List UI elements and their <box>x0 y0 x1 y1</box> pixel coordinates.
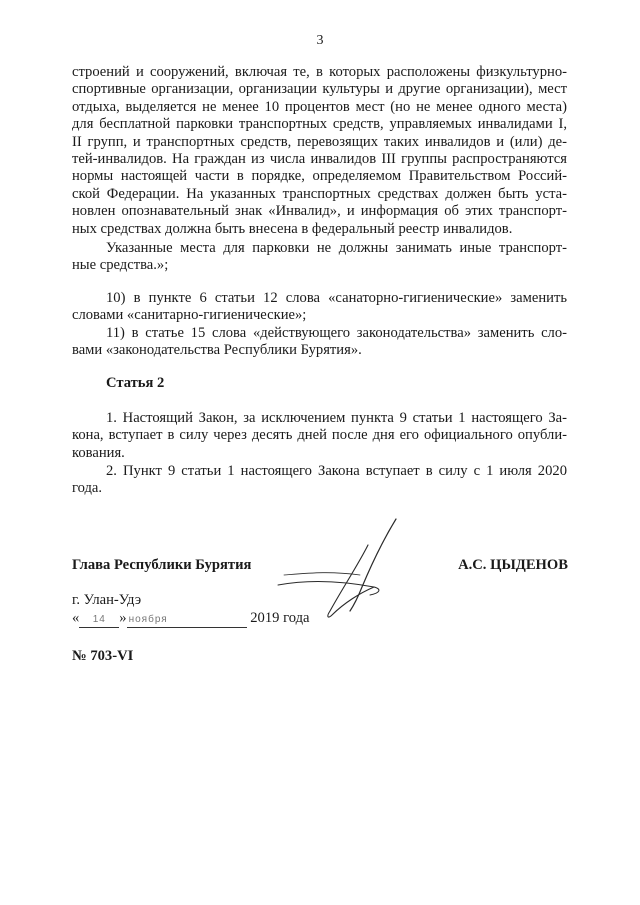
text-line: для бесплатной парковки транспортных средств, управляемых инвалидами I, <box>72 116 567 133</box>
date-year: 2019 года <box>250 610 310 626</box>
date-day: 14 <box>79 613 119 628</box>
article-heading: Статья 2 <box>106 375 165 391</box>
text-line: года. <box>72 480 103 497</box>
text-line: 11) в статье 15 слова «действующего законодательства» заменить сло- <box>106 325 567 341</box>
paragraph-parking-restriction <box>72 240 567 275</box>
text-line: отдыха, выделяется не менее 10 процентов мест (но не менее одного места) <box>72 98 567 115</box>
date-open-quote: « <box>72 610 80 626</box>
paragraph-parking <box>72 64 567 238</box>
text-line: Указанные места для парковки не должны занимать иные транспорт- <box>106 240 567 256</box>
date-month: ноября <box>127 613 247 628</box>
text-line: вами «законодательства Республики Бурятия». <box>72 342 362 359</box>
text-line: словами «санитарно-гигиенические»; <box>72 307 307 324</box>
paragraph-item-11 <box>72 325 567 360</box>
handwritten-signature-icon <box>270 515 410 625</box>
paragraph-article-2-item-2 <box>72 463 567 498</box>
signature-title: Глава Республики Бурятия <box>72 557 252 573</box>
text-line: строений и сооружений, включая те, в которых расположены физкультурно- <box>72 64 567 80</box>
text-line: кона, вступает в силу через десять дней после дня его официального опубли- <box>72 427 567 444</box>
text-line: 2. Пункт 9 статьи 1 настоящего Закона вступает в силу с 1 июля 2020 <box>106 463 567 479</box>
text-line: II групп, и транспортных средств, перевозящих таких инвалидов и (или) де- <box>72 133 567 150</box>
text-line: 10) в пункте 6 статьи 12 слова «санаторно-гигиенические» заменить <box>106 290 567 306</box>
text-line: новлен опознавательный знак «Инвалид», и информация об этих транспорт- <box>72 203 567 220</box>
paragraph-item-10 <box>72 290 567 325</box>
law-number: № 703-VI <box>72 648 134 664</box>
text-line: 1. Настоящий Закон, за исключением пункта 9 статьи 1 настоящего За- <box>106 410 567 426</box>
date-line <box>72 610 310 628</box>
text-line: кования. <box>72 444 125 461</box>
text-line: спортивные организации, организации культуры и другие организации), мест <box>72 81 567 98</box>
text-line: тей-инвалидов. На граждан из числа инвалидов III группы распространяются <box>72 151 567 168</box>
text-line: ской Федерации. На указанных транспортных средствах должен быть уста- <box>72 185 567 202</box>
text-line: ные средства.»; <box>72 257 169 274</box>
city: г. Улан-Удэ <box>72 592 142 608</box>
date-close-quote: » <box>119 610 127 626</box>
signature-name: А.С. ЦЫДЕНОВ <box>458 557 568 573</box>
text-line: ных средствах должна быть внесена в федеральный реестр инвалидов. <box>72 220 513 237</box>
paragraph-article-2-item-1 <box>72 410 567 462</box>
text-line: нормы настоящей части в порядке, определяемом Правительством Россий- <box>72 168 567 185</box>
page-number: 3 <box>316 33 324 48</box>
